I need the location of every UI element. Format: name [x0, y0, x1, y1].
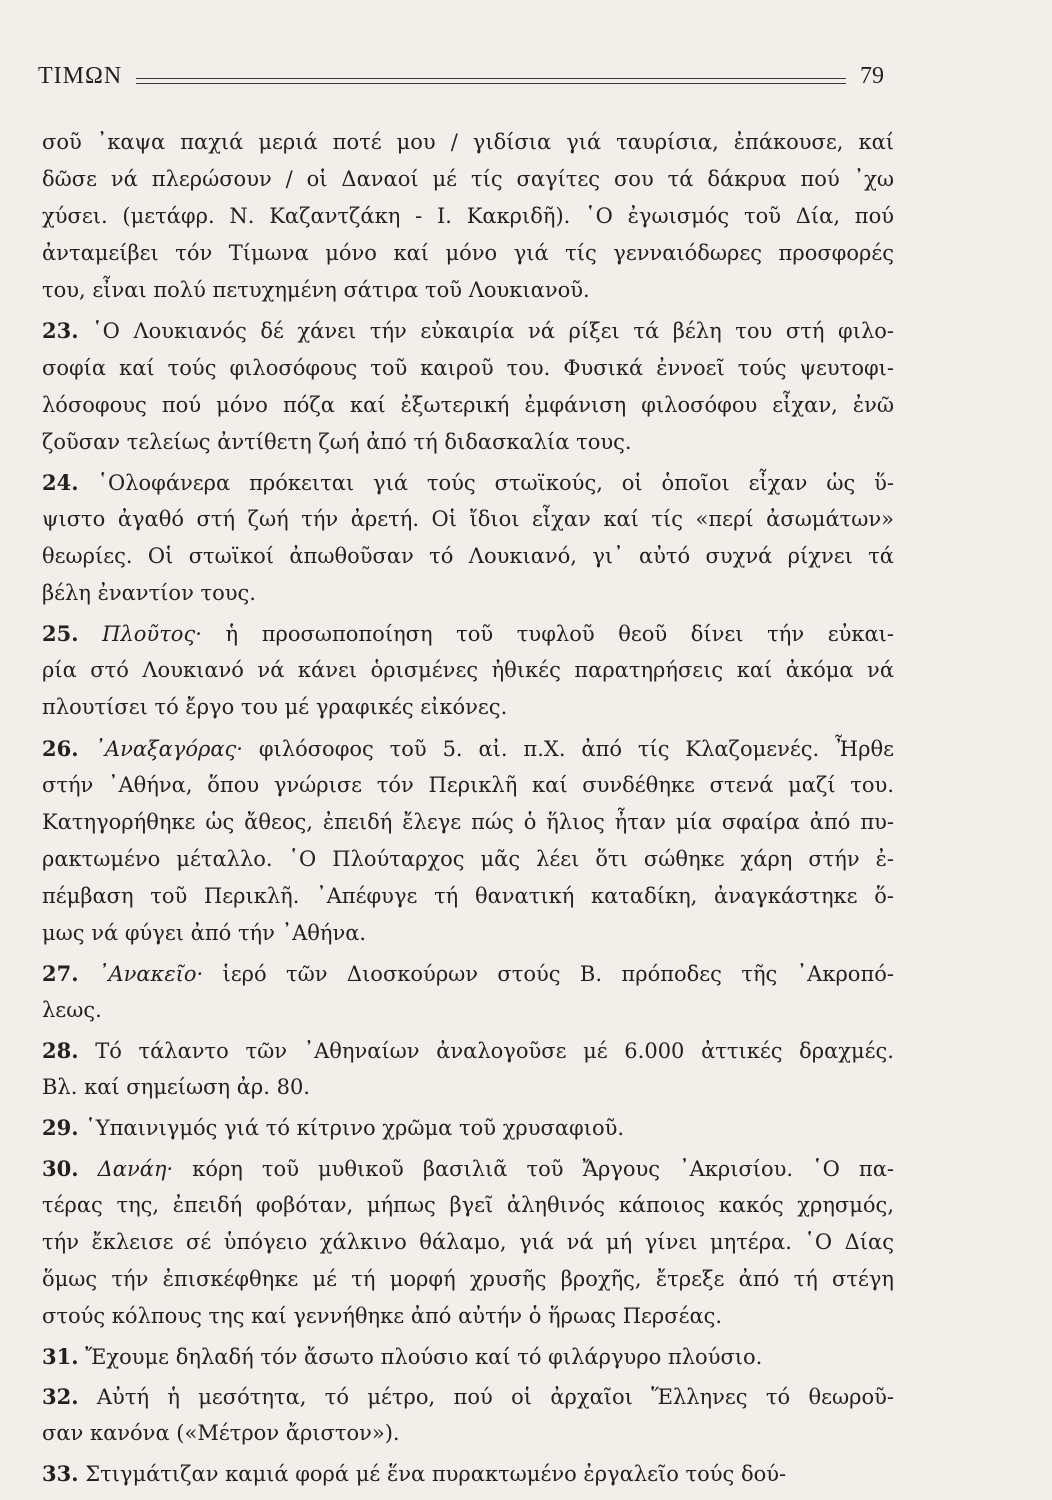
text-line: λεως.: [42, 998, 102, 1023]
note-text: Ἔχουμε δηλαδή τόν ἄσωτο πλούσιο καί τό φιλάργυρο πλούσιο.: [78, 1345, 763, 1369]
note-term: ᾽Ανακεῖο·: [97, 962, 204, 987]
note-number: 31.: [42, 1344, 79, 1369]
page-number: 79: [860, 63, 884, 89]
endnote-30: [42, 1150, 894, 1335]
note-text: ῾Ο Λουκιανός δέ χάνει τήν εὐκαιρία νά ρίξει τά βέλη του στή φιλο-: [78, 319, 894, 344]
note-text: ῾Υπαινιγμός γιά τό κίτρινο χρῶμα τοῦ χρυσαφιοῦ.: [78, 1116, 625, 1141]
note-first-line: [42, 1455, 894, 1492]
text-line: σαν κανόνα («Μέτρον ἄριστον»).: [42, 1421, 400, 1446]
note-text: κόρη τοῦ μυθικοῦ βασιλιᾶ τοῦ Ἄργους ᾽Ακρισίου. ῾Ο πα-: [173, 1156, 894, 1181]
note-text: ῾Ολοφάνερα πρόκειται γιά τούς στωϊκούς, οἱ ὁποῖοι εἶχαν ὡς ὕ-: [78, 470, 894, 495]
endnote-25: [42, 615, 894, 726]
note-text: ἱερό τῶν Διοσκούρων στούς Β. πρόποδες τῆς ᾽Ακροπό-: [203, 962, 894, 987]
note-number: 33.: [42, 1461, 79, 1487]
text-line: Κατηγορήθηκε ὡς ἄθεος, ἐπειδή ἔλεγε πώς ὁ ἥλιος ἦταν μία σφαίρα ἀπό πυ-: [42, 809, 894, 834]
text-line: ψιστο ἀγαθό στή ζωή τήν ἀρετή. Οἱ ἴδιοι εἶχαν καί τίς «περί ἀσωμάτων»: [42, 506, 894, 531]
text-line: τέρας της, ἐπειδή φοβόταν, μήπως βγεῖ ἀληθινός κάποιος κακός χρησμός,: [42, 1192, 894, 1217]
text-line: τήν ἔκλεισε σέ ὑπόγειο χάλκινο θάλαμο, γιά νά μή γίνει μητέρα. ῾Ο Δίας: [42, 1229, 894, 1254]
endnote-26: [42, 730, 894, 953]
text-line: λόσοφους πού μόνο πόζα καί ἐξωτερική ἐμφάνιση φιλοσόφου εἶχαν, ἐνῶ: [42, 392, 894, 417]
running-head: [38, 58, 884, 94]
endnote-32: [42, 1378, 894, 1452]
note-first-line: [42, 1032, 894, 1069]
text-line: ἀνταμείβει τόν Τίμωνα μόνο καί μόνο γιά τίς γενναιόδωρες προσφορές: [42, 241, 894, 266]
endnote-31: [42, 1338, 894, 1375]
note-number: 27.: [42, 961, 79, 987]
continuation-paragraph: [42, 124, 894, 309]
text-line: Βλ. καί σημείωση ἀρ. 80.: [42, 1075, 310, 1100]
header-double-rule: [136, 78, 846, 84]
note-first-line: [42, 615, 894, 652]
endnote-27: [42, 955, 894, 1029]
text-line: σοῦ ᾽καψα παχιά μεριά ποτέ μου / γιδίσια γιά ταυρίσια, ἐπάκουσε, καί: [42, 130, 894, 154]
endnote-33: [42, 1455, 894, 1492]
text-line: θεωρίες. Οἱ στωϊκοί ἀπωθοῦσαν τό Λουκιανό, γι᾽ αὐτό συχνά ρίχνει τά: [42, 544, 894, 569]
note-number: 29.: [42, 1115, 79, 1141]
note-first-line: [42, 1109, 894, 1146]
note-first-line: [42, 1338, 894, 1375]
note-term: Δανάη·: [97, 1156, 174, 1181]
note-first-line: [42, 312, 894, 349]
endnote-28: [42, 1032, 894, 1106]
note-number: 32.: [42, 1384, 79, 1410]
running-head-title: ΤΙΜΩΝ: [38, 63, 123, 89]
note-number: 24.: [42, 469, 79, 495]
text-line: βέλη ἐναντίον τους.: [42, 581, 256, 606]
note-number: 26.: [42, 735, 79, 761]
note-text: Τό τάλαντο τῶν ᾽Αθηναίων ἀναλογοῦσε μέ 6.000 ἀττικές δραχμές.: [78, 1039, 894, 1064]
note-text: Στιγμάτιζαν καμιά φορά μέ ἕνα πυρακτωμένο ἐργαλεῖο τούς δού-: [78, 1462, 787, 1487]
note-text: Αὐτή ἡ μεσότητα, τό μέτρο, πού οἱ ἀρχαῖοι Ἕλληνες τό θεωροῦ-: [78, 1385, 894, 1410]
endnote-29: [42, 1109, 894, 1146]
note-first-line: [42, 730, 894, 767]
note-first-line: [42, 1150, 894, 1187]
note-number: 28.: [42, 1038, 79, 1064]
text-line: μως νά φύγει ἀπό τήν ᾽Αθήνα.: [42, 920, 367, 945]
text-line: του, εἶναι πολύ πετυχημένη σάτιρα τοῦ Λουκιανοῦ.: [42, 278, 590, 303]
note-number: 23.: [42, 318, 79, 344]
text-line: ζοῦσαν τελείως ἀντίθετη ζωή ἀπό τή διδασκαλία τους.: [42, 429, 632, 454]
note-first-line: [42, 464, 894, 501]
text-line: σοφία καί τούς φιλοσόφους τοῦ καιροῦ του. Φυσικά ἐννοεῖ τούς ψευτοφι-: [42, 355, 894, 380]
note-text: ἡ προσωποποίηση τοῦ τυφλοῦ θεοῦ δίνει τήν εὐκαι-: [201, 622, 894, 647]
text-line: ρακτωμένο μέταλλο. ῾Ο Πλούταρχος μᾶς λέει ὅτι σώθηκε χάρη στήν ἐ-: [42, 846, 894, 871]
text-line: πλουτίσει τό ἔργο του μέ γραφικές εἰκόνες.: [42, 695, 508, 720]
note-text: φιλόσοφος τοῦ 5. αἰ. π.Χ. ἀπό τίς Κλαζομενές. Ἦρθε: [242, 736, 894, 761]
text-line: στήν ᾽Αθήνα, ὅπου γνώρισε τόν Περικλῆ καί συνδέθηκε στενά μαζί του.: [42, 772, 894, 797]
note-number: 25.: [42, 621, 79, 647]
text-line: στούς κόλπους της καί γεννήθηκε ἀπό αὐτήν ὁ ἥρωας Περσέας.: [42, 1303, 723, 1328]
notes-body: [42, 124, 894, 1492]
text-line: χύσει. (μετάφρ. Ν. Καζαντζάκη - Ι. Κακριδῆ). ῾Ο ἐγωισμός τοῦ Δία, πού: [42, 204, 894, 229]
note-term: Πλοῦτος·: [102, 622, 202, 647]
endnote-24: [42, 464, 894, 612]
note-first-line: [42, 955, 894, 992]
note-term: ᾽Αναξαγόρας·: [94, 736, 243, 761]
endnote-23: [42, 312, 894, 460]
text-line: ρία στό Λουκιανό νά κάνει ὁρισμένες ἠθικές παρατηρήσεις καί ἀκόμα νά: [42, 658, 894, 683]
note-number: 30.: [42, 1155, 79, 1181]
text-line: πέμβαση τοῦ Περικλῆ. ᾽Απέφυγε τή θανατική καταδίκη, ἀναγκάστηκε ὅ-: [42, 883, 894, 908]
notes-list: [42, 312, 894, 1492]
note-first-line: [42, 1378, 894, 1415]
text-line: ὅμως τήν ἐπισκέφθηκε μέ τή μορφή χρυσῆς βροχῆς, ἔτρεξε ἀπό τή στέγη: [42, 1266, 894, 1291]
text-line: δῶσε νά πλερώσουν / οἱ Δαναοί μέ τίς σαγίτες σου τά δάκρυα πού ᾽χω: [42, 167, 894, 192]
